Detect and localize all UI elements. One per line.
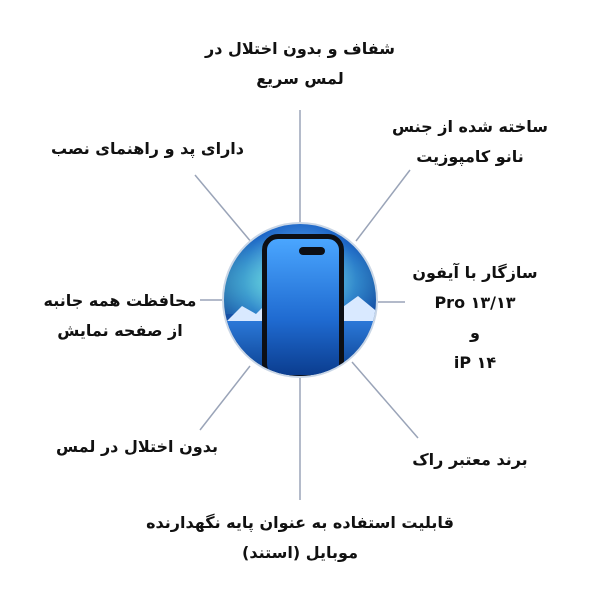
feature-top-left-line-1: دارای پد و راهنمای نصب bbox=[51, 139, 244, 158]
feature-top-line-1: شفاف و بدون اختلال در bbox=[205, 39, 395, 58]
feature-top bbox=[190, 34, 410, 94]
feature-bottom-line-2: موبایل (استند) bbox=[242, 543, 358, 562]
feature-left bbox=[40, 286, 200, 346]
feature-right-line-4: iP ۱۴ bbox=[453, 353, 497, 372]
feature-left-line-1: محافظت همه جانبه bbox=[43, 291, 197, 310]
phone-graphic bbox=[262, 234, 344, 378]
feature-bottom-right bbox=[395, 445, 545, 475]
dynamic-island bbox=[299, 247, 325, 255]
feature-right bbox=[400, 258, 550, 378]
feature-bottom-right-line-1: برند معتبر راک bbox=[412, 450, 528, 469]
feature-bottom bbox=[130, 508, 470, 568]
feature-top-line-2: لمس سریع bbox=[256, 69, 344, 88]
feature-bottom-left bbox=[42, 432, 232, 462]
product-image bbox=[222, 222, 378, 378]
feature-top-left bbox=[45, 134, 250, 164]
connector-top-left bbox=[195, 175, 252, 243]
feature-top-right-line-2: نانو کامپوزیت bbox=[416, 147, 524, 166]
feature-top-right-line-1: ساخته شده از جنس bbox=[391, 117, 548, 136]
feature-bottom-left-line-1: بدون اختلال در لمس bbox=[56, 437, 218, 456]
feature-right-line-1: سازگار با آیفون bbox=[412, 263, 538, 282]
feature-bottom-line-1: قابلیت استفاده به عنوان پایه نگهدارنده bbox=[146, 513, 454, 532]
feature-left-line-2: از صفحه نمایش bbox=[57, 321, 183, 340]
connector-top-right bbox=[356, 170, 410, 241]
feature-right-line-3: و bbox=[470, 323, 480, 342]
feature-right-line-2: ۱۳/۱۳ Pro bbox=[434, 293, 516, 312]
feature-top-right bbox=[385, 112, 555, 172]
